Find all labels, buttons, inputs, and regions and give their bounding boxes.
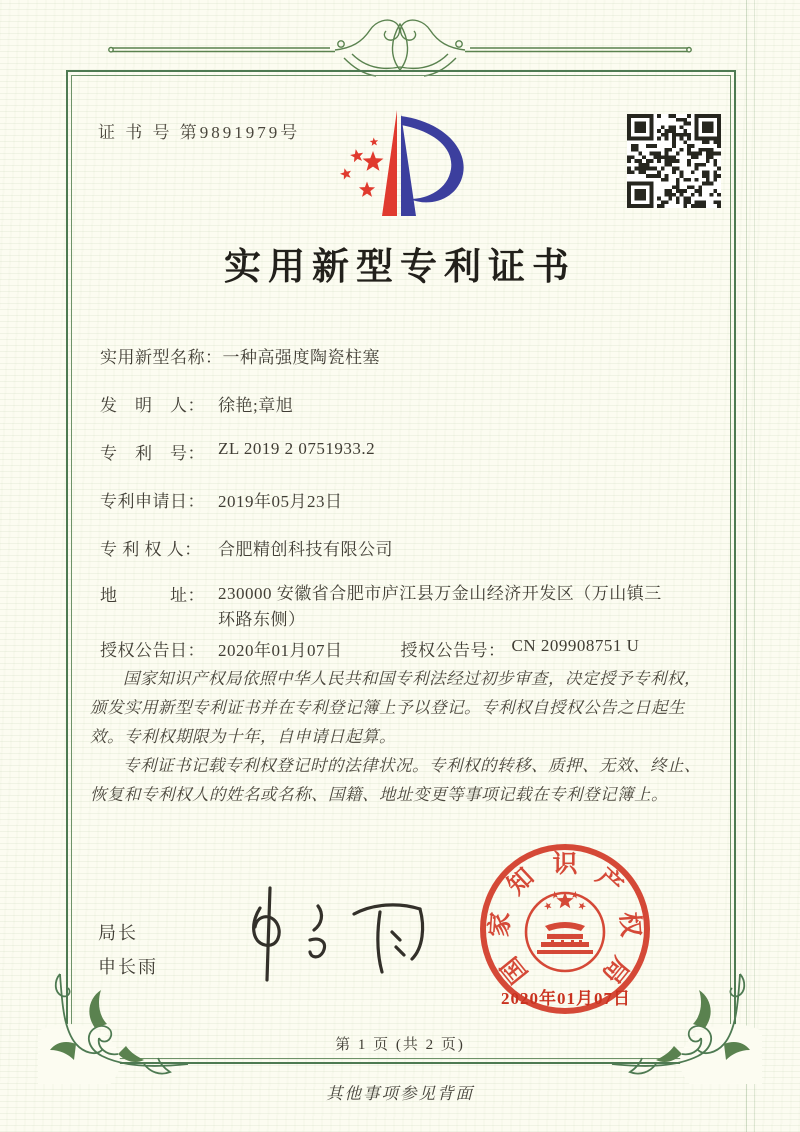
field-label-inventor: 发 明 人： <box>100 396 205 415</box>
legal-paragraph-1: 国家知识产权局依照中华人民共和国专利法经过初步审查，决定授予专利权，颁发实用新型专利证书并在专利登记簿上予以登记。专利权自授权公告之日起生效。专利权期限为十年，自申请日起算。 <box>90 669 701 746</box>
field-value-patentee: 合肥精创科技有限公司 <box>218 540 393 559</box>
page-number: 第 1 页 (共 2 页) <box>335 1037 465 1053</box>
officer-title: 局长 <box>98 923 138 943</box>
field-value-grant-date: 2020年01月07日 <box>218 641 343 660</box>
grant-number-pair <box>401 636 640 661</box>
seal-date: 2020年01月07日 <box>501 989 631 1008</box>
field-value-name: 一种高强度陶瓷柱塞 <box>222 348 380 367</box>
commissioner-signature <box>222 882 432 986</box>
field-label-address: 地 址： <box>100 586 205 605</box>
svg-text:家: 家 <box>486 911 515 938</box>
certificate-title: 实用新型专利证书 <box>224 247 576 288</box>
svg-text:国: 国 <box>496 951 534 988</box>
field-value-inventor: 徐艳;章旭 <box>218 396 294 415</box>
field-row-patentee <box>100 535 712 560</box>
field-value-filing-date: 2019年05月23日 <box>218 492 343 511</box>
field-row-filing-date <box>100 487 712 512</box>
svg-text:产: 产 <box>590 863 628 901</box>
field-value-grant-number: CN 209908751 U <box>511 636 640 655</box>
field-row-patent-number <box>100 439 712 464</box>
field-label-filing-date: 专利申请日： <box>100 492 205 511</box>
cnipa-logo-icon <box>322 104 478 226</box>
field-label-patent-number: 专 利 号： <box>100 444 205 463</box>
field-label-grant-date: 授权公告日： <box>100 641 205 660</box>
svg-text:识: 识 <box>552 851 578 878</box>
officer-block <box>98 916 158 984</box>
corner-flourish-bottom-left <box>38 972 190 1084</box>
field-label-name: 实用新型名称： <box>100 348 223 367</box>
legal-paragraph-2: 专利证书记载专利权登记时的法律状况。专利权的转移、质押、无效、终止、恢复和专利权人的姓名或名称、国籍、地址变更等事项记载在专利登记簿上。 <box>90 756 701 804</box>
field-row-name <box>100 343 712 368</box>
svg-text:权: 权 <box>615 911 644 938</box>
field-row-address <box>100 581 712 633</box>
grant-date-pair <box>100 636 343 661</box>
paper-edge-line <box>746 0 747 1132</box>
svg-text:局: 局 <box>596 951 634 988</box>
field-value-address: 230000 安徽省合肥市庐江县万金山经济开发区（万山镇三环路东侧） <box>218 584 662 629</box>
field-label-patentee: 专 利 权 人： <box>100 540 202 559</box>
back-side-note: 其他事项参见背面 <box>326 1084 474 1103</box>
field-row-inventor <box>100 391 712 416</box>
officer-name: 申长雨 <box>98 957 158 977</box>
paper-edge-line <box>754 0 755 1132</box>
certificate-number: 证 书 号 第9891979号 <box>98 123 301 142</box>
field-label-grant-number: 授权公告号： <box>400 641 506 660</box>
svg-text:知: 知 <box>502 863 540 901</box>
field-value-patent-number: ZL 2019 2 0751933.2 <box>218 439 376 458</box>
legal-text-block <box>90 664 714 809</box>
qr-code <box>627 114 721 208</box>
field-row-grant <box>100 636 712 661</box>
